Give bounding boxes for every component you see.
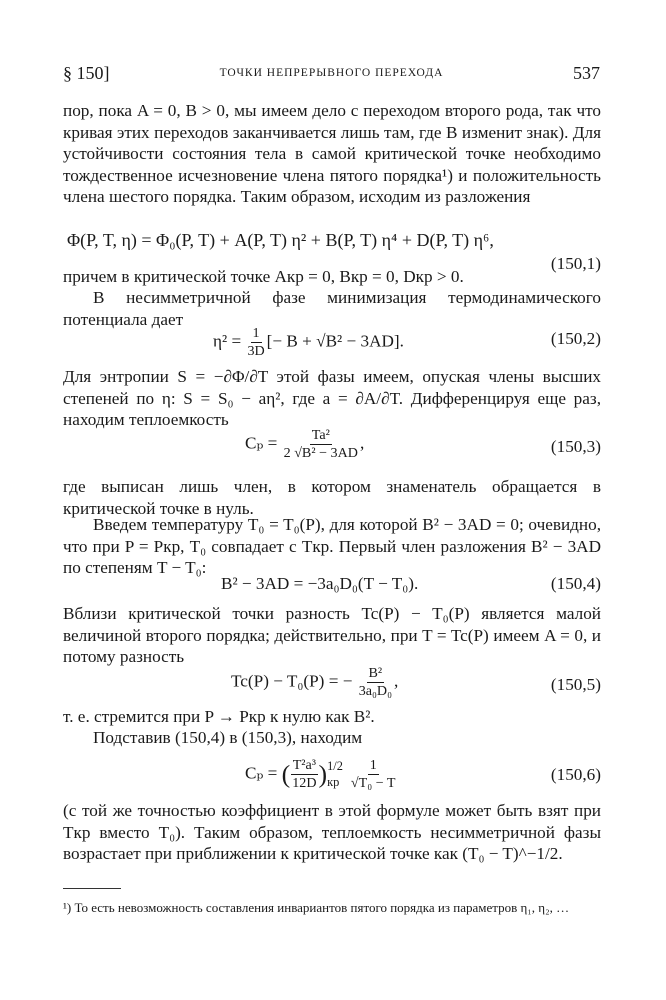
fraction-numerator: 1 xyxy=(369,757,377,773)
paragraph-2: причем в критической точке Aкр = 0, Bкр = 0, Dкр > 0. xyxy=(63,267,464,286)
equation-lhs: Cₚ = xyxy=(245,433,282,453)
equation-lhs: Cₚ = xyxy=(245,763,282,783)
equation-150-5 xyxy=(63,665,601,707)
fraction-numerator: 1 xyxy=(252,325,260,341)
paragraph-4: Для энтропии S = −∂Φ/∂T этой фазы имеем, опуская члены высших степеней по η: S = S₀ − aη², где a = ∂A/∂T. Дифференцируя еще раз, находим теплоемкость xyxy=(63,367,601,429)
paragraph-6: Введем температуру T₀ = T₀(P), для которой B² − 3AD = 0; очевидно, что при P = Pкр, T₀ совпадает с Tкр. Первый член разложения B² − 3AD по степеням T − T₀: xyxy=(63,515,601,577)
section-number: § 150] xyxy=(63,63,110,83)
fraction-numerator: B² xyxy=(368,665,383,681)
paren-numerator: T²a³ xyxy=(292,757,317,773)
paragraph-7: Вблизи критической точки разность Tc(P) − T₀(P) является малой величиной второго порядка; действительно, при T = Tc(P) имеем A = 0, и потому разность xyxy=(63,604,601,666)
equation-body: B² − 3AD = −3a₀D₀(T − T₀). xyxy=(221,574,419,593)
equation-lhs: Tc(P) − T₀(P) = − xyxy=(231,671,357,691)
fraction-denominator: 3a₀D₀ xyxy=(358,682,392,699)
equation-number: (150,1) xyxy=(550,254,601,273)
running-title: ТОЧКИ НЕПРЕРЫВНОГО ПЕРЕХОДА xyxy=(219,67,444,79)
equation-150-3 xyxy=(63,427,601,469)
footnote: ¹) То есть невозможность составления инвариантов пятого порядка из параметров η₁, η₂, … xyxy=(63,900,570,915)
paragraph-3: В несимметричной фазе минимизация термодинамического потенциала дает xyxy=(63,288,601,329)
paragraph-10: (с той же точностью коэффициент в этой формуле может быть взят при Tкр вместо T₀). Таким образом, теплоемкость несимметричной фазы возрастает при приближении к критической точке как (T₀ − T)^−1/2. xyxy=(63,801,601,863)
fraction-denominator: √T₀ − T xyxy=(350,774,396,791)
equation-number: (150,2) xyxy=(550,329,601,348)
paragraph-8: т. е. стремится при P → Pкр к нулю как B². xyxy=(63,707,375,726)
equation-150-6: Cₚ = ( $\frac{\text{T²a³}}{12D}$ ) 1/2 кр $\frac{1}{\text{√T₀ − T}}$ (150,6) xyxy=(245,757,601,791)
equation-number: (150,6) xyxy=(550,765,601,784)
fraction-numerator: Ta² xyxy=(311,427,330,443)
equation-lhs: η² = xyxy=(213,331,246,351)
subscript: кр xyxy=(327,775,340,790)
page-number: 537 xyxy=(573,63,600,83)
paren-denominator: 12D xyxy=(292,774,317,791)
equation-rhs: , xyxy=(394,671,399,691)
equation-number: (150,5) xyxy=(550,675,601,694)
fraction-denominator: 2 √B² − 3AD xyxy=(283,444,358,461)
footnote-rule xyxy=(63,888,121,889)
exponent: 1/2 xyxy=(327,759,343,774)
paragraph-5: где выписан лишь член, в котором знаменатель обращается в критической точке в нуль. xyxy=(63,477,601,518)
paragraph-1: пор, пока A = 0, B > 0, мы имеем дело с переходом второго рода, так что кривая этих переходов заканчивается лишь там, где B изменит знак). Для устойчивости состояния тела в самой критической точке необходимо тождественное исчезновение члена пятого порядка¹) и положительность члена шестого порядка. Таким образом, исходим из разложения xyxy=(63,101,601,206)
equation-rhs: , xyxy=(359,433,365,453)
paragraph-9: Подставив (150,4) в (150,3), находим xyxy=(93,728,363,747)
equation-body: Φ(P, T, η) = Φ₀(P, T) + A(P, T) η² + B(P, T) η⁴ + D(P, T) η⁶, xyxy=(67,230,494,250)
equation-number: (150,4) xyxy=(550,574,601,593)
page-header xyxy=(63,63,600,89)
equation-150-2 xyxy=(63,323,601,365)
equation-number: (150,3) xyxy=(550,437,601,456)
fraction-denominator: 3D xyxy=(247,342,265,359)
equation-rhs: [− B + √B² − 3AD]. xyxy=(266,331,404,351)
